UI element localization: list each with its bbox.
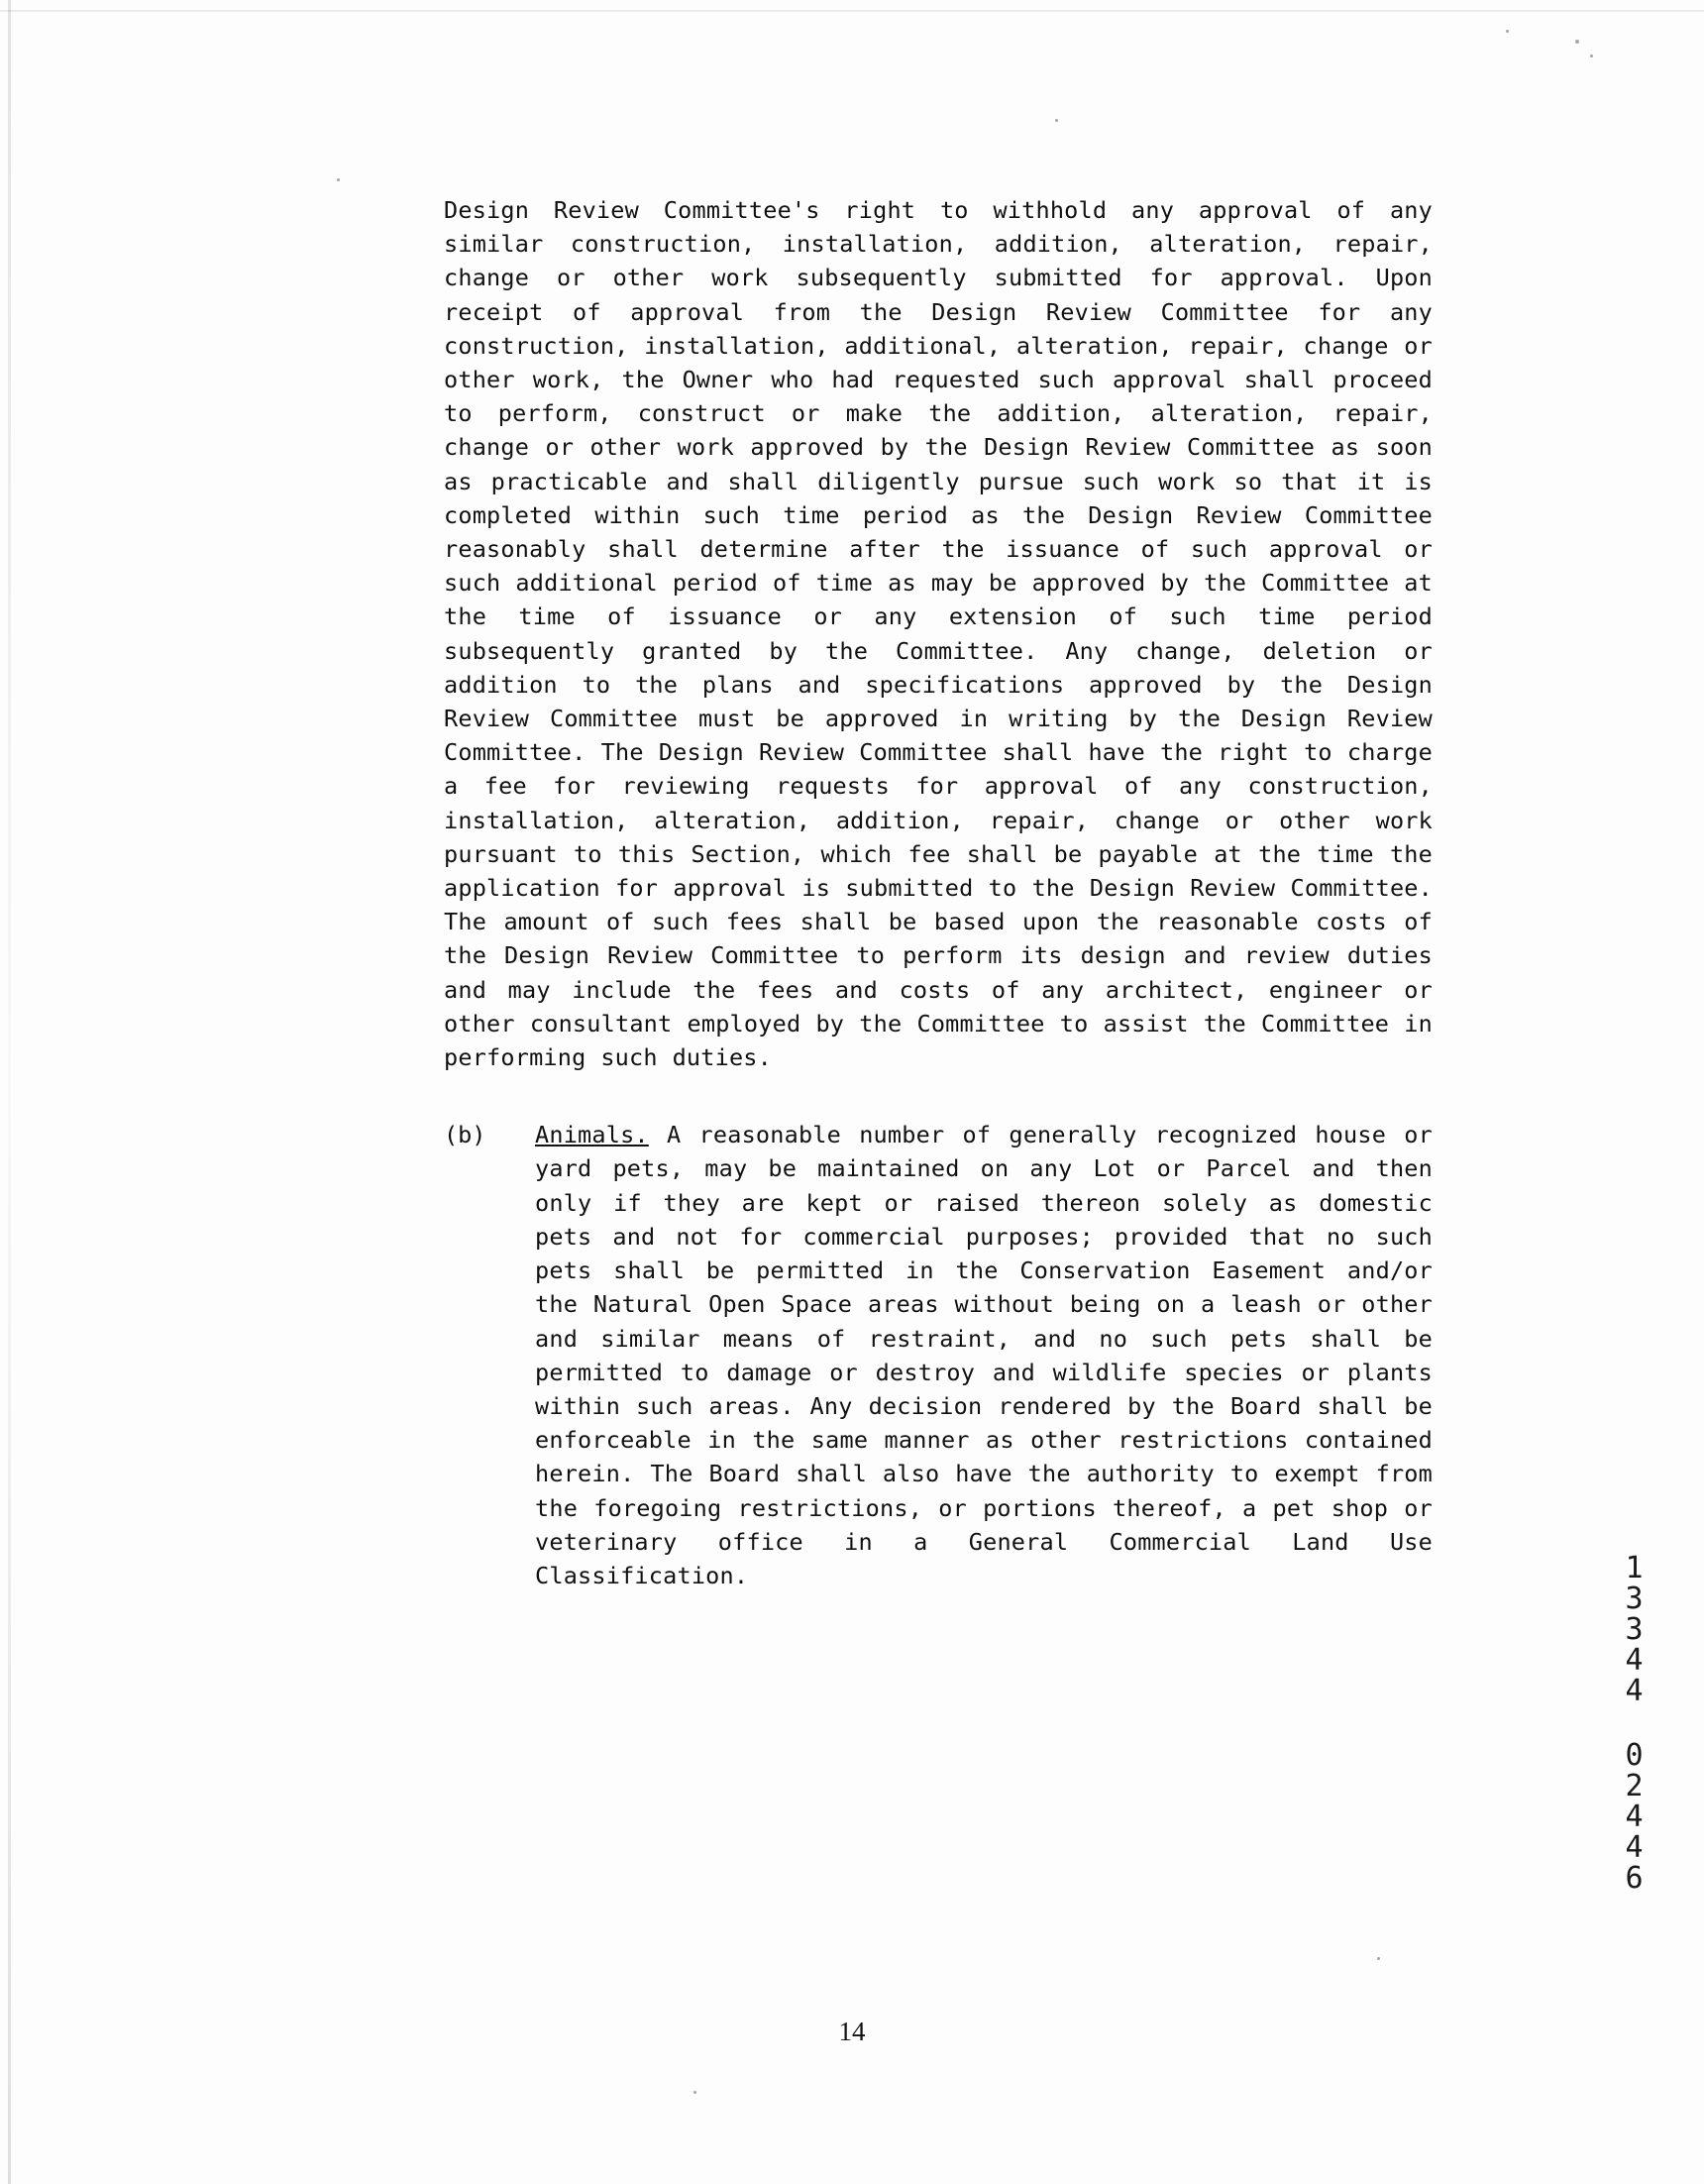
- scan-speck: [337, 178, 340, 181]
- list-item-text: [535, 1118, 1447, 1592]
- side-stamp-top-number: 13344: [1617, 1551, 1651, 1704]
- document-body: [444, 193, 1447, 1592]
- scan-speck: [1575, 40, 1579, 44]
- side-margin-stamp: [1619, 1551, 1649, 1892]
- scan-speck: [1590, 55, 1593, 57]
- paragraph-continuation: Design Review Committee's right to withhold any approval of any similar construction, installation, addition, alteration, repair, change or other work subsequently submitted for approval. Upon receipt of approval from the Design Review Committee for any construction, installation, additional, alteration, repair, change or other work, the Owner who had requested such approval shall proceed to perform, construct or make the addition, alteration, repair, change or other work approved by the Design Review Committee as soon as practicable and shall diligently pursue such work so that it is completed within such time period as the Design Review Committee reasonably shall determine after the issuance of such approval or such additional period of time as may be approved by the Committee at the time of issuance or any extension of such time period subsequently granted by the Committee. Any change, deletion or addition to the plans and specifications approved by the Design Review Committee must be approved in writing by the Design Review Committee. The Design Review Committee shall have the right to charge a fee for reviewing requests for approval of any construction, installation, alteration, addition, repair, change or other work pursuant to this Section, which fee shall be payable at the time the application for approval is submitted to the Design Review Committee. The amount of such fees shall be based upon the reasonable costs of the Design Review Committee to perform its design and review duties and may include the fees and costs of any architect, engineer or other consultant employed by the Committee to assist the Committee in performing such duties.: [444, 196, 1447, 1072]
- scan-speck: [1055, 119, 1058, 122]
- scan-edge-top: [0, 10, 1704, 12]
- scan-speck: [1377, 1957, 1380, 1960]
- page-number: 14: [838, 2017, 866, 2046]
- list-item-b: [444, 1118, 1447, 1592]
- scan-speck: [693, 2091, 696, 2094]
- list-item-body-text: A reasonable number of generally recognized house or yard pets, may be maintained on any Lot or Parcel and then only if they are kept or raised thereon solely as domestic pets and not for commercial purposes; provided that no such pets shall be permitted in the Conservation Easement and/or the Natural Open Space areas without being on a leash or other and similar means of restraint, and no such pets shall be permitted to damage or destroy and wildlife species or plants within such areas. Any decision rendered by the Board shall be enforceable in the same manner as other restrictions contained herein. The Board shall also have the authority to exempt from the foregoing restrictions, or portions thereof, a pet shop or veterinary office in a General Commercial Land Use Classification.: [535, 1121, 1447, 1589]
- scan-speck: [1506, 30, 1509, 33]
- defined-term-animals: Animals.: [535, 1121, 649, 1149]
- list-item-label: (b): [444, 1121, 486, 1149]
- side-stamp-bottom-number: 02446: [1617, 1738, 1651, 1892]
- scan-edge-left: [8, 0, 11, 2184]
